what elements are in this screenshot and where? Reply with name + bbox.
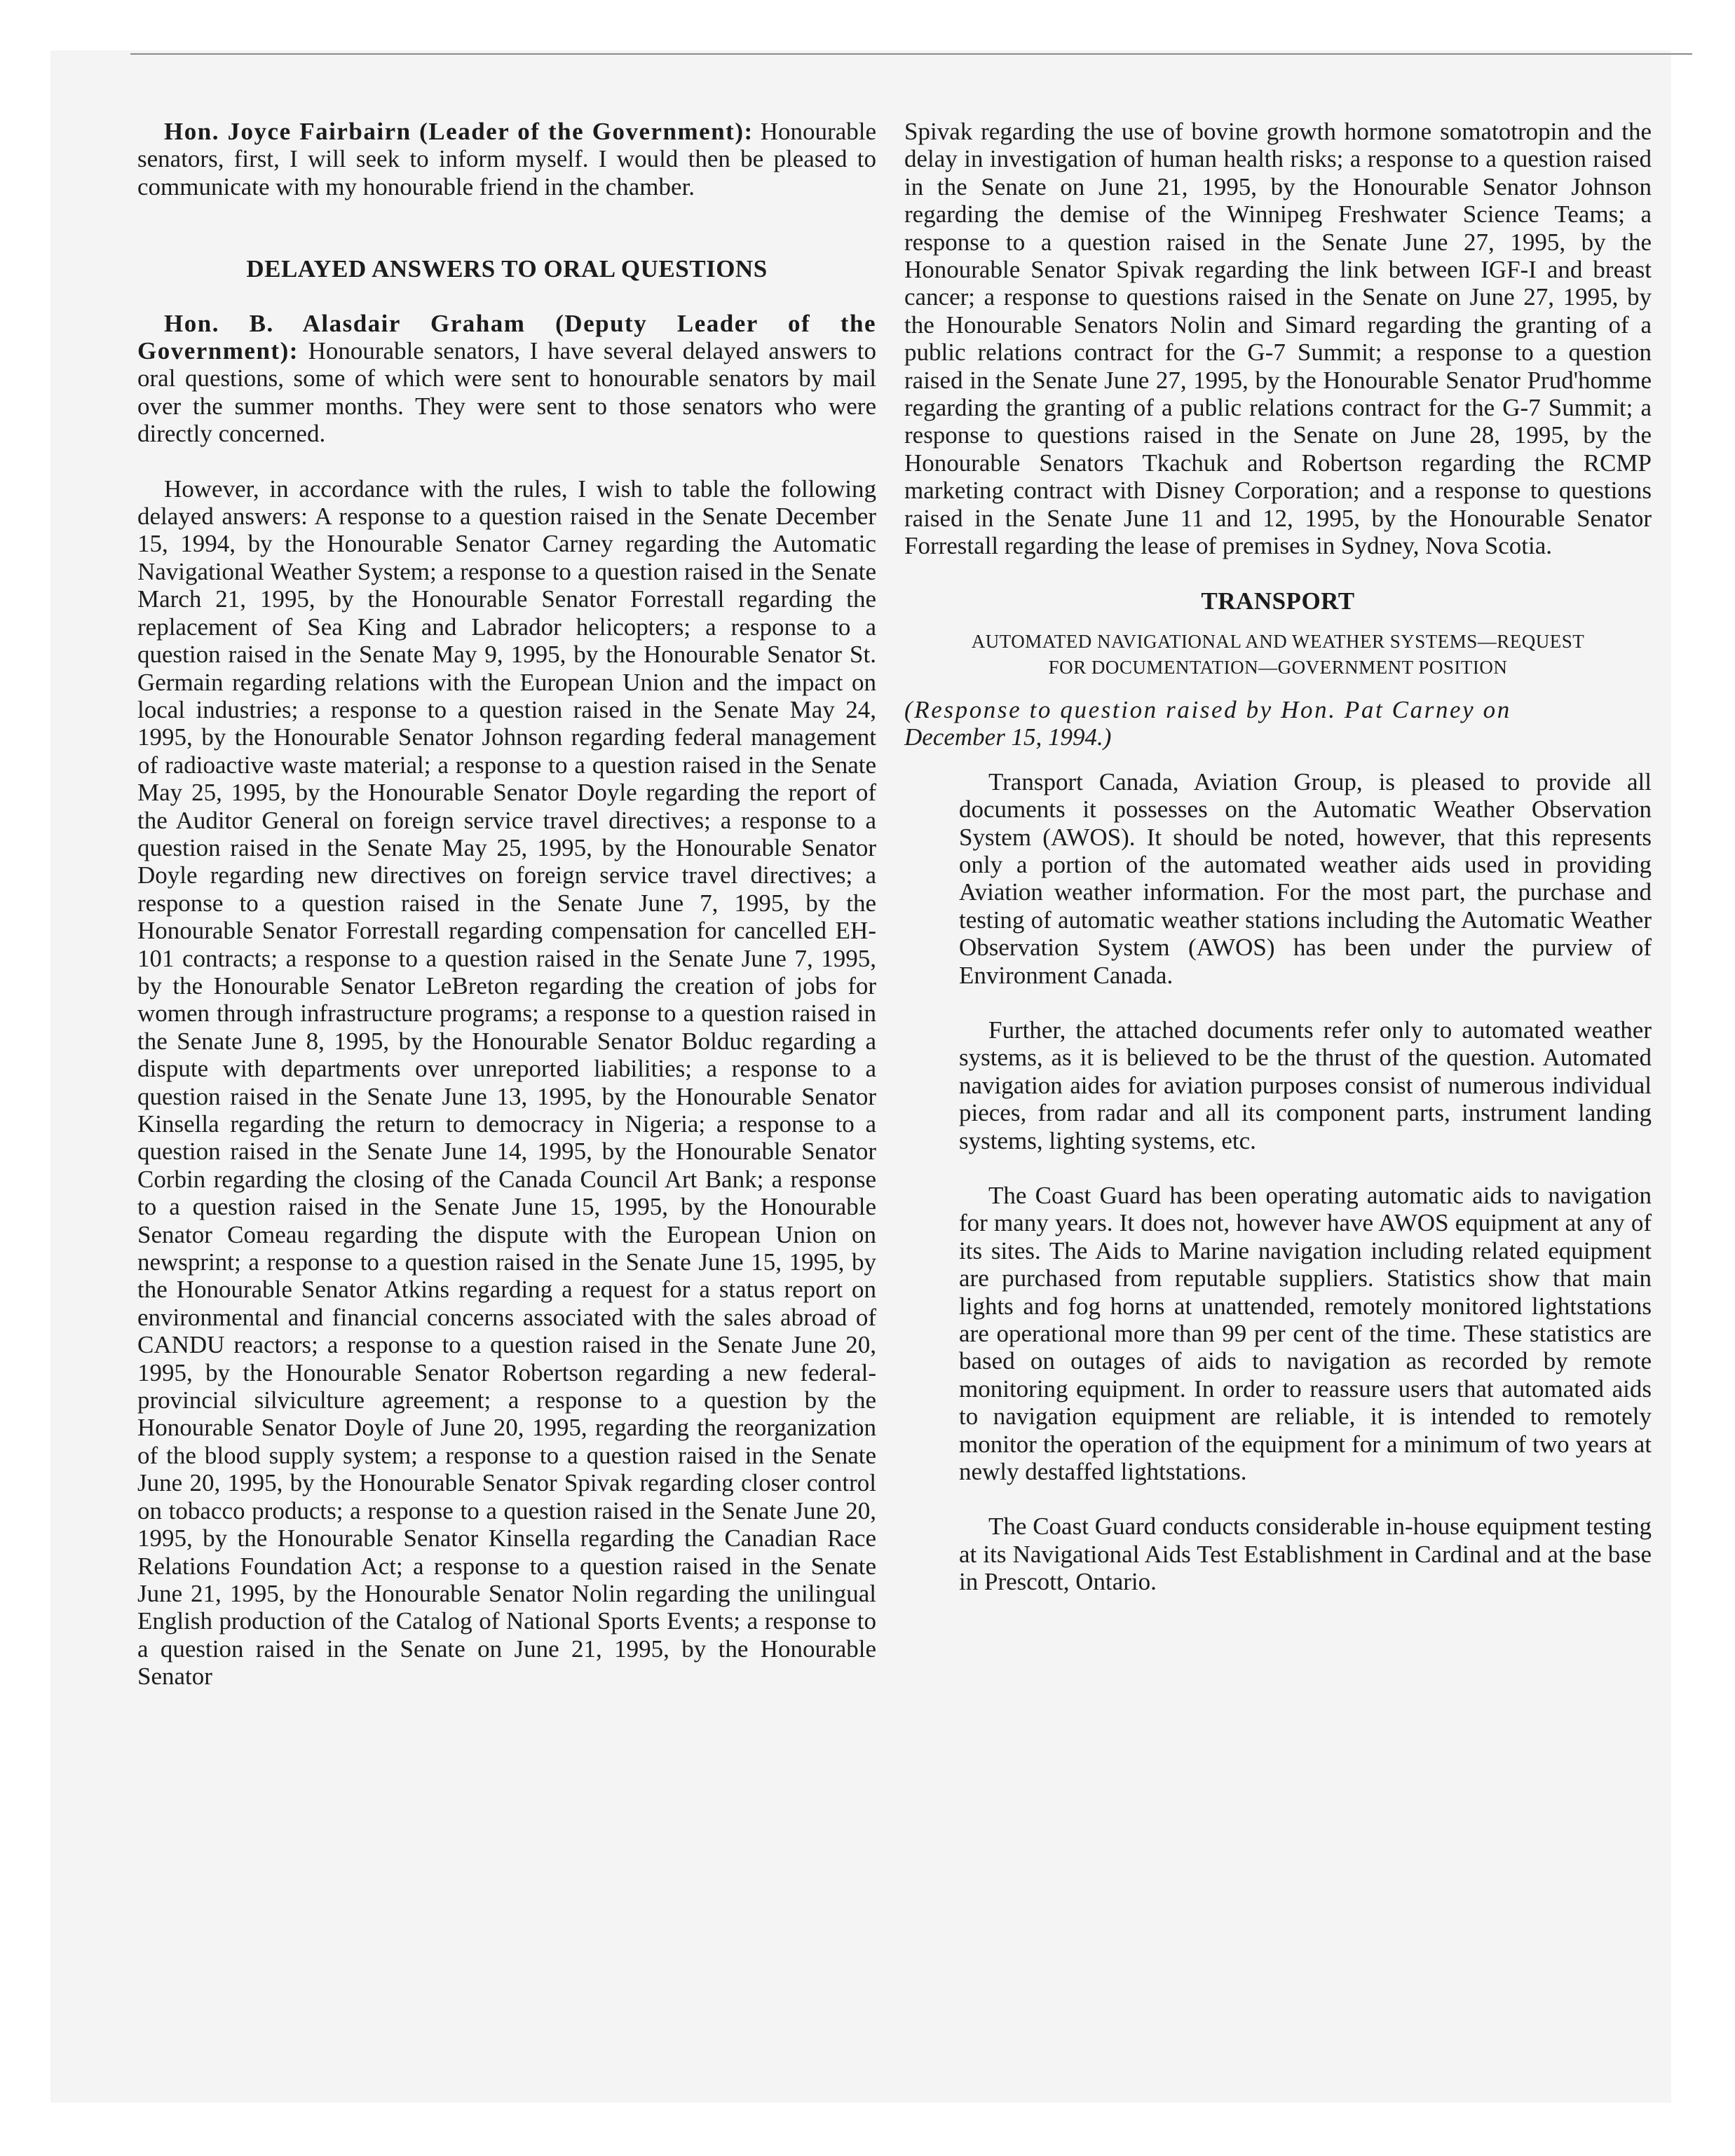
- attribution-line-2: December 15, 1994.): [904, 723, 1112, 751]
- response-paragraph-1: Transport Canada, Aviation Group, is pleased to provide all documents it possesses on the Automatic Weather Observation System (AWOS). It should be noted, however, that this represents only a portion of the automated weather aids used in providing Aviation weather information. For the most part, the purchase and testing of automatic weather stations including the Automatic Weather Observation System (AWOS) has been under the purview of Environment Canada.: [959, 767, 1652, 989]
- speech-text: Honourable senators, first, I will seek to inform myself. I would then be pleased to communicate with my honourable friend in the chamber.: [137, 118, 876, 200]
- speaker-name: Hon. Joyce Fairbairn (Leader of the Government):: [164, 118, 754, 145]
- paragraph-graham: [137, 310, 876, 448]
- header-rule: [130, 53, 1692, 55]
- speech-text: Honourable senators, I have several delayed answers to oral questions, some of which were sent to honourable senators by mail over the summer months. They were sent to those senators who were directly concerned.: [137, 337, 876, 448]
- subheading-line-1: AUTOMATED NAVIGATIONAL AND WEATHER SYSTEMS—REQUEST: [971, 630, 1585, 652]
- subheading-line-2: FOR DOCUMENTATION—GOVERNMENT POSITION: [1048, 656, 1508, 678]
- attribution-line-1: (Response to question raised by Hon. Pat Carney on: [904, 695, 1511, 723]
- paragraph-delayed-answers-list: However, in accordance with the rules, I wish to table the following delayed answers: A response to a question raised in the Senate December 15, 1994, by the Honourable Senator Carney regarding the Automatic Navigational Weather System; a response to a question raised in the Senate March 21, 1995, by the Honourable Senator Forrestall regarding the replacement of Sea King and Labrador helicopters; a response to a question raised in the Senate May 9, 1995, by the Honourable Senator St. Germain regarding relations with the European Union and the impact on local industries; a response to a question raised in the Senate May 24, 1995, by the Honourable Senator Johnson regarding federal management of radioactive waste material; a response to a question raised in the Senate May 25, 1995, by the Honourable Senator Doyle regarding the report of the Auditor General on foreign service travel directives; a response to a question raised in the Senate May 25, 1995, by the Honourable Senator Doyle regarding new directives on foreign service travel directives; a response to a question raised in the Senate June 7, 1995, by the Honourable Senator Forrestall regarding compensation for cancelled EH-101 contracts; a response to a question raised in the Senate June 7, 1995, by the Honourable Senator LeBreton regarding the creation of jobs for women through infrastructure programs; a response to a question raised in the Senate June 8, 1995, by the Honourable Senator Bolduc regarding a dispute with departments over unreported liabilities; a response to a question raised in the Senate June 13, 1995, by the Honourable Senator Kinsella regarding the return to democracy in Nigeria; a response to a question raised in the Senate June 14, 1995, by the Honourable Senator Corbin regarding the closing of the Canada Council Art Bank; a response to a question raised in the Senate June 15, 1995, by the Honourable Senator Comeau regarding the dispute with the European Union on newsprint; a response to a question raised in the Senate June 15, 1995, by the Honourable Senator Atkins regarding a request for a status report on environmental and financial concerns associated with the sales abroad of CANDU reactors; a response to a question raised in the Senate June 20, 1995, by the Honourable Senator Robertson regarding a new federal-provincial silviculture agreement; a response to a question by the Honourable Senator Doyle of June 20, 1995, regarding the reorganization of the blood supply system; a response to a question raised in the Senate June 20, 1995, by the Honourable Senator Spivak regarding closer control on tobacco products; a response to a question raised in the Senate June 20, 1995, by the Honourable Senator Kinsella regarding the Canadian Race Relations Foundation Act; a response to a question raised in the Senate June 21, 1995, by the Honourable Senator Nolin regarding the unilingual English production of the Catalog of National Sports Events; a response to a question raised in the Senate on June 21, 1995, by the Honourable Senator: [137, 475, 876, 1691]
- question-attribution: [904, 696, 1652, 751]
- subheading: [904, 629, 1652, 681]
- speaker-name: Hon. B. Alasdair Graham (Deputy Leader of the Government):: [137, 309, 876, 365]
- paragraph-continued: Spivak regarding the use of bovine growth hormone somatotropin and the delay in investigation of human health risks; a response to a question raised in the Senate on June 21, 1995, by the Honourable Senator Johnson regarding the demise of the Winnipeg Freshwater Science Teams; a response to a question raised in the Senate June 27, 1995, by the Honourable Senator Spivak regarding the link between IGF-I and breast cancer; a response to questions raised in the Senate on June 27, 1995, by the Honourable Senators Nolin and Simard regarding the granting of a public relations contract for the G-7 Summit; a response to a question raised in the Senate June 27, 1995, by the Honourable Senator Prud'homme regarding the granting of a public relations contract for the G-7 Summit; a response to questions raised in the Senate on June 28, 1995, by the Honourable Senators Tkachuk and Robertson regarding the RCMP marketing contract with Disney Corporation; and a response to questions raised in the Senate June 11 and 12, 1995, by the Honourable Senator Forrestall regarding the lease of premises in Sydney, Nova Scotia.: [904, 118, 1652, 560]
- section-heading-transport: TRANSPORT: [1201, 587, 1355, 615]
- section-heading-delayed-answers: DELAYED ANSWERS TO ORAL QUESTIONS: [246, 255, 768, 283]
- response-body: [959, 768, 1652, 1596]
- response-paragraph-3: The Coast Guard has been operating automatic aids to navigation for many years. It does not, however have AWOS equipment at any of its sites. The Aids to Marine navigation including related equipment are purchased from reputable suppliers. Statistics show that main lights and fog horns at unattended, remotely monitored lightstations are operational more than 99 per cent of the time. These statistics are based on outages of aids to navigation as recorded by remote monitoring equipment. In order to reassure users that automated aids to navigation equipment are reliable, it is intended to remotely monitor the operation of the equipment for a minimum of two years at newly destaffed lightstations.: [959, 1182, 1652, 1486]
- paragraph-fairbairn: [137, 118, 876, 200]
- left-column: [137, 118, 876, 1718]
- response-paragraph-2: Further, the attached documents refer only to automated weather systems, as it is believed to be the thrust of the question. Automated navigation aides for aviation purposes consist of numerous individual pieces, from radar and all its component parts, instrument landing systems, lighting systems, etc.: [959, 1016, 1652, 1154]
- right-column: [904, 118, 1652, 1623]
- response-paragraph-4: The Coast Guard conducts considerable in-house equipment testing at its Navigational Aids Test Establishment in Cardinal and at the base in Prescott, Ontario.: [959, 1513, 1652, 1596]
